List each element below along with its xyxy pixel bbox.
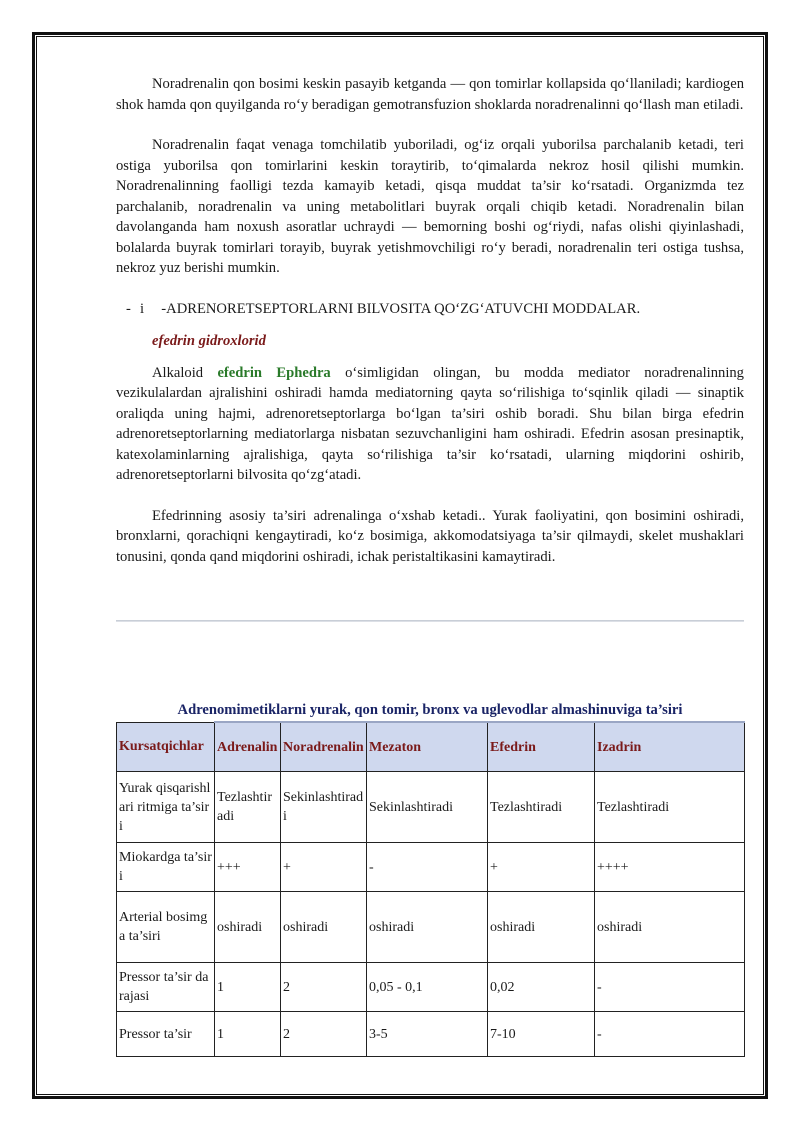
header-cell: Noradrenalin: [281, 722, 367, 772]
heading-dash: -: [126, 300, 131, 317]
table-cell: oshiradi: [367, 892, 488, 963]
heading-letter: i: [140, 300, 145, 317]
table-cell: +: [281, 843, 367, 892]
table-cell: Miokardga ta’siri: [117, 843, 215, 892]
header-cell: Mezaton: [367, 722, 488, 772]
table-cell: 1: [215, 963, 281, 1012]
paragraph-3-highlight: efedrin Ephedra: [217, 364, 331, 381]
table-cell: -: [595, 963, 745, 1012]
paragraph-3-rest: o‘simligidan olingan, bu modda mediator noradrenalinning vezikulalardan ajralishini oshiradi hamda mediatorning qayta so‘rilishiga to‘sqinlik qiladi — sinaptik oraliqda uning hajmi, adrenoretseptorlarga bo‘lgan ta’siri oshib boradi. Shu bilan birga efedrin adrenoretseptorlarning mediatorlarga nisbatan sezuvchanligini ham oshiradi. Efedrin asosan presinaptik, katexolaminlarning ajralishiga, qayta so‘rilishiga ta’sir ko‘rsatadi, ularning miqdorini oshirib, adrenoretseptorlarni bilvosita qo‘zg‘atadi.: [116, 364, 744, 483]
table-cell: Arterial bosimga ta’siri: [117, 892, 215, 963]
table-cell: 1: [215, 1012, 281, 1057]
table-cell: Sekinlashtiradi: [367, 772, 488, 843]
table-row: [117, 843, 745, 892]
section-divider: [116, 620, 744, 622]
paragraph-3: [116, 363, 744, 486]
table-cell: 2: [281, 963, 367, 1012]
table-cell: oshiradi: [595, 892, 745, 963]
paragraph-3-start: Alkaloid: [152, 364, 218, 381]
table-cell: Pressor ta’sir darajasi: [117, 963, 215, 1012]
header-cell: Izadrin: [595, 722, 745, 772]
table-cell: 7-10: [488, 1012, 595, 1057]
table-cell: -: [595, 1012, 745, 1057]
section-heading: [116, 299, 744, 319]
table-row: [117, 1012, 745, 1057]
table-cell: Tezlashtiradi: [488, 772, 595, 843]
table-cell: 0,05 - 0,1: [367, 963, 488, 1012]
paragraph-1: Noradrenalin qon bosimi keskin pasayib ketganda — qon tomirlar kollapsida qo‘llaniladi; kardiogen shok hamda qon quyilganda ro‘y beradigan gemotransfuzion shoklarda noradrenalinni qo‘llash man etiladi.: [116, 76, 744, 113]
table-cell: oshiradi: [488, 892, 595, 963]
table-row: [117, 772, 745, 843]
table-cell: Yurak qisqarishlari ritmiga ta’siri: [117, 772, 215, 843]
table-cell: +++: [215, 843, 281, 892]
table-cell: +: [488, 843, 595, 892]
table-cell: oshiradi: [215, 892, 281, 963]
heading-text: -ADRENORETSEPTORLARNI BILVOSITA QO‘ZG‘ATUVCHI MODDALAR.: [161, 300, 641, 317]
comparison-table: [116, 721, 745, 1057]
table-cell: Pressor ta’sir: [117, 1012, 215, 1057]
table-cell: 3-5: [367, 1012, 488, 1057]
header-cell: Adrenalin: [215, 722, 281, 772]
document-body: [116, 74, 744, 567]
paragraph-2: Noradrenalin faqat venaga tomchilatib yuboriladi, og‘iz orqali yuborilsa parchalanib ketadi, teri ostiga yuborilsa qon tomirlarini keskin toraytirib, to‘qimalarda nekroz hosil qilishi mumkin. Noradrenalinning faolligi tezda kamayib ketadi, qisqa muddat ta’sir ko‘rsatadi. Organizmda tez parchalanib, noradrenalin va uning metabolitlari buyrak orqali chiqib ketadi. Noradrenalin bilan davolanganda ham noxush asoratlar uchraydi — bemorning boshi og‘riydi, nafas olishi qiyinlashadi, bolalarda buyrak tomirlari torayib, buyrak yetishmovchiligi ro‘y beradi, noradrenalin teri ostiga tushsa, nekroz yuz berishi mumkin.: [116, 137, 744, 276]
header-cell: Kursatqichlar: [117, 722, 215, 772]
table-cell: 0,02: [488, 963, 595, 1012]
table-row: [117, 963, 745, 1012]
table-row: [117, 892, 745, 963]
table-cell: Sekinlashtiradi: [281, 772, 367, 843]
drug-subheading: efedrin gidroxlorid: [152, 332, 266, 349]
table-header-row: [117, 722, 745, 772]
table-cell: ++++: [595, 843, 745, 892]
table-cell: oshiradi: [281, 892, 367, 963]
table-cell: -: [367, 843, 488, 892]
paragraph-4: Efedrinning asosiy ta’siri adrenalinga o‘xshab ketadi.. Yurak faoliyatini, qon bosimini oshiradi, bronxlarni, qorachiqni kengaytiradi, ko‘z bosimiga, akkomodatsiyaga ta’sir qilmaydi, skelet mushaklari tonusini, qonda qand miqdorini oshiradi, ichak peristaltikasini kamaytiradi.: [116, 507, 744, 565]
table-cell: Tezlashtiradi: [595, 772, 745, 843]
table-title: Adrenomimetiklarni yurak, qon tomir, bronx va uglevodlar almashinuviga ta’siri: [177, 702, 683, 718]
table-cell: 2: [281, 1012, 367, 1057]
header-cell: Efedrin: [488, 722, 595, 772]
table-cell: Tezlashtiradi: [215, 772, 281, 843]
